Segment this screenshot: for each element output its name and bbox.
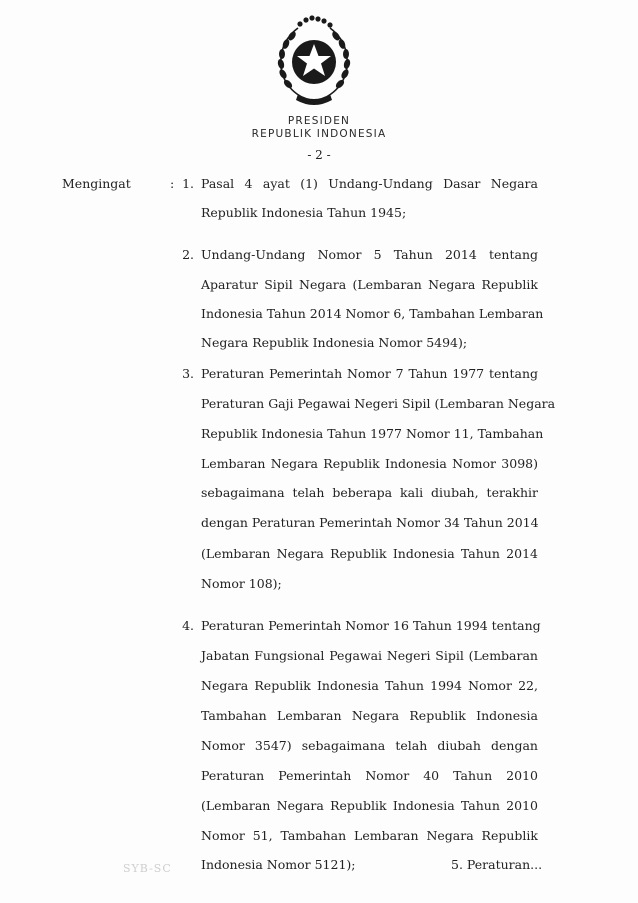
item-line: Nomor 3547) sebagaimana telah diubah dengan	[201, 738, 538, 753]
footer-stamp: SYB-SC	[123, 862, 172, 875]
footer-continuation: 5. Peraturan...	[451, 857, 543, 872]
item-line: Lembaran Negara Republik Indonesia Nomor 3098)	[201, 456, 538, 471]
item-line: Peraturan Pemerintah Nomor 40 Tahun 2010	[201, 768, 538, 783]
item-line: Aparatur Sipil Negara (Lembaran Negara Republik	[201, 277, 538, 292]
item-number: 4.	[182, 618, 194, 633]
garuda-presidential-emblem-icon	[270, 14, 358, 108]
item-line: Indonesia Tahun 2014 Nomor 6, Tambahan Lembaran	[201, 306, 544, 321]
page-number: - 2 -	[307, 148, 331, 162]
item-number: 3.	[182, 366, 194, 381]
header-title-presiden: PRESIDEN	[287, 115, 351, 127]
item-line: Negara Republik Indonesia Tahun 1994 Nomor 22,	[201, 678, 538, 693]
item-line: Nomor 51, Tambahan Lembaran Negara Republik	[201, 828, 538, 843]
item-line: Peraturan Pemerintah Nomor 16 Tahun 1994 tentang	[201, 618, 541, 633]
item-line: (Lembaran Negara Republik Indonesia Tahun 2010	[201, 798, 538, 813]
item-line: Jabatan Fungsional Pegawai Negeri Sipil (Lembaran	[201, 648, 538, 663]
item-number: 1.	[182, 176, 194, 191]
item-line: Negara Republik Indonesia Nomor 5494);	[201, 335, 468, 350]
item-line: Indonesia Nomor 5121);	[201, 857, 356, 872]
item-line: Peraturan Pemerintah Nomor 7 Tahun 1977 tentang	[201, 366, 538, 381]
item-line: Pasal 4 ayat (1) Undang-Undang Dasar Negara	[201, 176, 538, 191]
item-line: Undang-Undang Nomor 5 Tahun 2014 tentang	[201, 247, 538, 262]
item-line: Nomor 108);	[201, 576, 282, 591]
item-line: Peraturan Gaji Pegawai Negeri Sipil (Lembaran Negara	[201, 396, 556, 411]
item-line: Tambahan Lembaran Negara Republik Indonesia	[201, 708, 538, 723]
item-line: dengan Peraturan Pemerintah Nomor 34 Tahun 2014	[201, 515, 539, 530]
item-line: Republik Indonesia Tahun 1945;	[201, 205, 407, 220]
item-number: 2.	[182, 247, 194, 262]
section-colon: :	[170, 176, 175, 191]
item-line: sebagaimana telah beberapa kali diubah, terakhir	[201, 485, 538, 500]
section-label-mengingat: Mengingat	[62, 176, 131, 191]
item-line: Republik Indonesia Tahun 1977 Nomor 11, Tambahan	[201, 426, 544, 441]
item-line: (Lembaran Negara Republik Indonesia Tahun 2014	[201, 546, 538, 561]
header-title-republik: REPUBLIK INDONESIA	[251, 128, 387, 140]
